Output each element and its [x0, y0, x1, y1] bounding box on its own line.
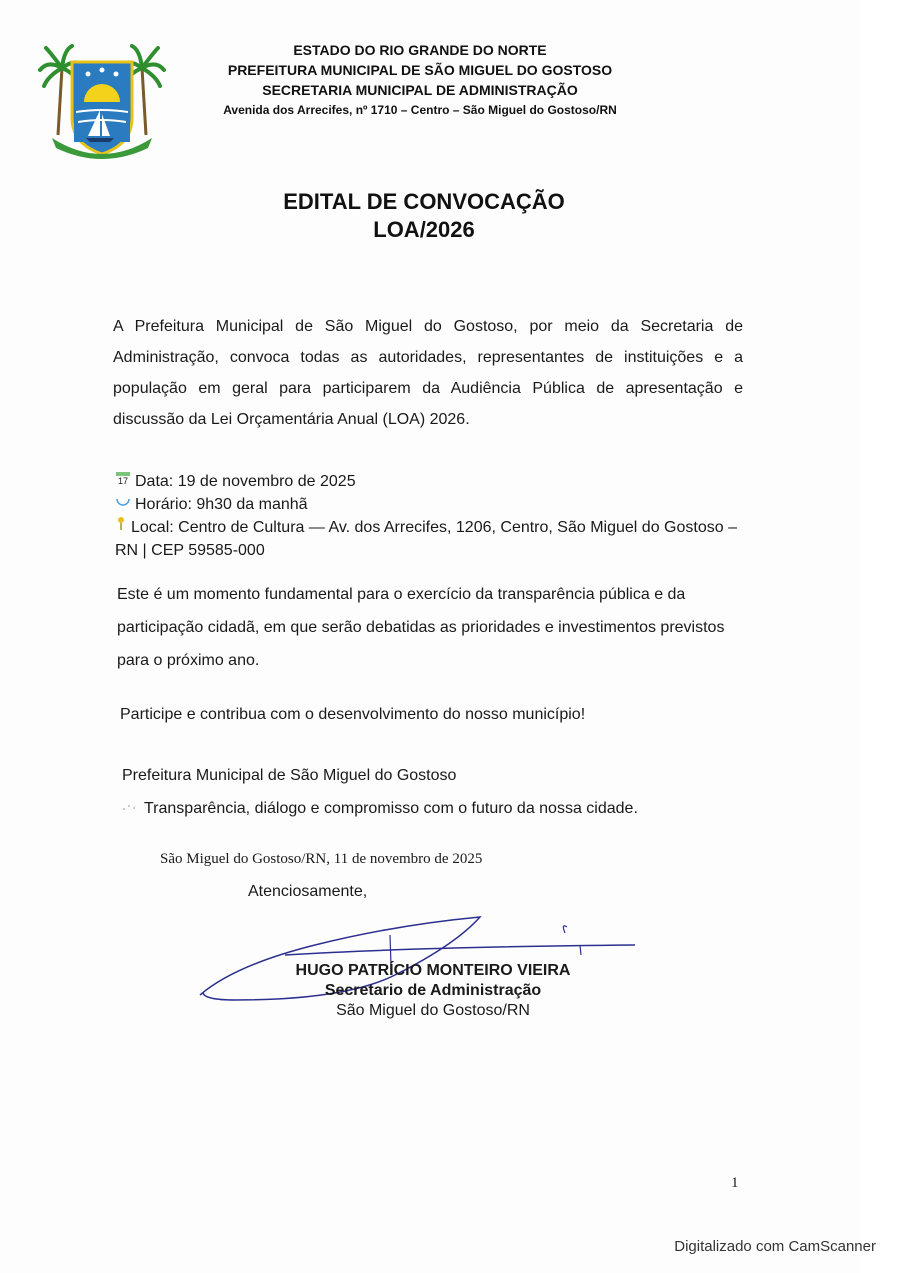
- convocation-paragraph: A Prefeitura Municipal de São Miguel do Gostoso, por meio da Secretaria de Administração, convoca todas as autoridades, representantes de instituições e a população em geral para participarem da Audiência Pública de apresentação e discussão da Lei Orçamentária Anual (LOA) 2026.: [113, 318, 743, 428]
- title-line-2: LOA/2026: [373, 217, 475, 242]
- signatory-name: HUGO PATRÍCIO MONTEIRO VIEIRA: [295, 962, 571, 979]
- event-details: [115, 470, 755, 562]
- call-to-action: Participe e contribua com o desenvolvimento do nosso município!: [120, 706, 586, 723]
- event-location: Local: Centro de Cultura — Av. dos Arrecifes, 1206, Centro, São Miguel do Gostoso – RN | CEP 59585-000: [115, 519, 737, 559]
- place-and-date: São Miguel do Gostoso/RN, 11 de novembro de 2025: [160, 851, 483, 867]
- sparkle-icon: [120, 801, 140, 813]
- calendar-icon: [115, 470, 131, 486]
- event-date-row: [115, 470, 755, 493]
- motto-text: Transparência, diálogo e compromisso com o futuro da nossa cidade.: [144, 800, 638, 817]
- event-time-row: [115, 493, 755, 516]
- calendar-icon-day: 17: [117, 476, 129, 486]
- importance-paragraph: Este é um momento fundamental para o exercício da transparência pública e da participação cidadã, em que serão debatidas as prioridades e investimentos previstos para o próximo ano.: [117, 586, 725, 669]
- motto-row: [120, 800, 638, 818]
- letterhead-secretariat: SECRETARIA MUNICIPAL DE ADMINISTRAÇÃO: [262, 82, 578, 98]
- salutation: Atenciosamente,: [248, 883, 368, 900]
- issuing-organization: Prefeitura Municipal de São Miguel do Gostoso: [122, 767, 457, 784]
- location-pin-icon: [115, 516, 127, 532]
- event-time: Horário: 9h30 da manhã: [135, 496, 308, 513]
- document-title: [0, 188, 848, 244]
- title-line-1: EDITAL DE CONVOCAÇÃO: [283, 189, 565, 214]
- letterhead-prefecture: PREFEITURA MUNICIPAL DE SÃO MIGUEL DO GOSTOSO: [227, 62, 613, 78]
- clock-icon: [115, 495, 131, 509]
- letterhead: [170, 40, 670, 120]
- scanner-watermark: Digitalizado com CamScanner: [674, 1238, 876, 1255]
- letterhead-address: Avenida dos Arrecifes, nº 1710 – Centro – São Miguel do Gostoso/RN: [223, 103, 617, 117]
- event-date: Data: 19 de novembro de 2025: [135, 473, 356, 490]
- page-number: 1: [731, 1175, 739, 1191]
- municipal-coat-of-arms-icon: [38, 40, 166, 162]
- event-location-row: [115, 516, 755, 562]
- letterhead-state: ESTADO DO RIO GRANDE DO NORTE: [293, 42, 547, 58]
- signatory-role: Secretario de Administração: [324, 982, 542, 999]
- signatory-city: São Miguel do Gostoso/RN: [336, 1002, 530, 1019]
